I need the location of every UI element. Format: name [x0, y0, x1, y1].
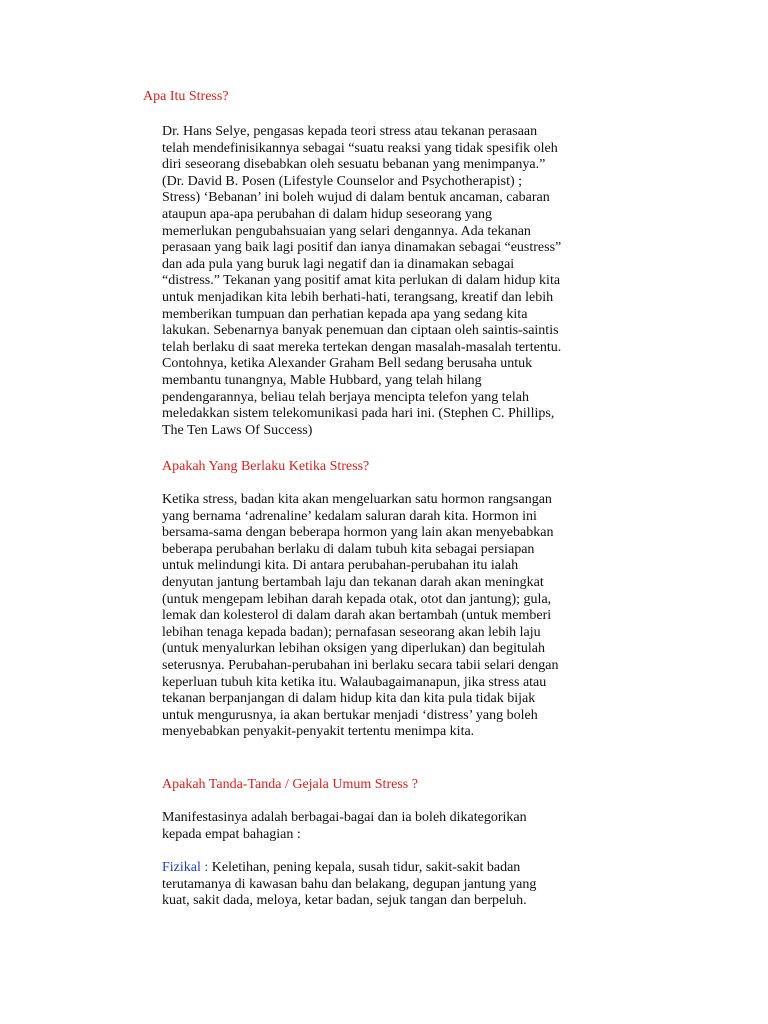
- paragraph-manifestation: [162, 810, 612, 843]
- text-line: pendengarannya, beliau telah berjaya mencipta telefon yang telah: [162, 389, 529, 405]
- text-line: Dr. Hans Selye, pengasas kepada teori stress atau tekanan perasaan: [162, 124, 538, 139]
- paragraph-fizikal: [162, 860, 612, 910]
- text-line: telah mendefinisikannya sebagai “suatu reaksi yang tidak spesifik oleh: [162, 140, 558, 156]
- text-line: Manifestasinya adalah berbagai-bagai dan ia boleh dikategorikan: [162, 810, 527, 825]
- text-line: (untuk mengepam lebihan darah kepada otak, otot dan jantung); gula,: [162, 591, 552, 607]
- text-line: membantu tunangnya, Mable Hubbard, yang telah hilang: [162, 372, 482, 388]
- text-line: (Dr. David B. Posen (Lifestyle Counselor and Psychotherapist) ;: [162, 173, 523, 189]
- text-line: untuk melindungi kita. Di antara perubahan-perubahan itu ialah: [162, 558, 519, 574]
- text-line: yang bernama ‘adrenaline’ kedalam saluran darah kita. Hormon ini: [162, 508, 537, 524]
- text-line: denyutan jantung bertambah laju dan tekanan darah akan meningkat: [162, 574, 544, 590]
- text-line: Ketika stress, badan kita akan mengeluarkan satu hormon rangsangan: [162, 492, 552, 507]
- fizikal-label: Fizikal :: [162, 860, 209, 875]
- text-line: menyebabkan penyakit-penyakit tertentu menimpa kita.: [162, 724, 475, 740]
- text-line: [162, 860, 612, 877]
- text-line: meledakkan sistem telekomunikasi pada hari ini. (Stephen C. Phillips,: [162, 406, 555, 422]
- text-line: memberikan tumpuan dan perhatian kepada apa yang sedang kita: [162, 306, 528, 322]
- text-line: lakukan. Sebenarnya banyak penemuan dan ciptaan oleh saintis-saintis: [162, 323, 559, 339]
- text-line: (untuk menyalurkan lebihan oksigen yang diperlukan) dan begitulah: [162, 641, 545, 657]
- text-line: kepada empat bahagian :: [162, 826, 301, 842]
- paragraph-definition: [162, 124, 612, 439]
- text-line: untuk menjadikan kita lebih berhati-hati, terangsang, kreatif dan lebih: [162, 289, 554, 305]
- text-line: memerlukan pengubahsuaian yang selari dengannya. Ada tekanan: [162, 223, 531, 239]
- text-line: bersama-sama dengan beberapa hormon yang lain akan menyebabkan: [162, 525, 554, 541]
- text-line: beberapa perubahan berlaku di dalam tubuh kita sebagai persiapan: [162, 541, 535, 557]
- text-line: perasaan yang baik lagi positif dan ianya dinamakan sebagai “eustress”: [162, 240, 562, 256]
- text-line: dan ada pula yang buruk lagi negatif dan ia dinamakan sebagai: [162, 256, 515, 272]
- text-line: tekanan berpanjangan di dalam hidup kita dan kita pula tidak bijak: [162, 691, 536, 707]
- paragraph-effects: [162, 492, 612, 741]
- fizikal-first-line: Keletihan, pening kepala, susah tidur, sakit-sakit badan: [208, 860, 521, 875]
- text-line: kuat, sakit dada, meloya, ketar badan, sejuk tangan dan berpeluh.: [162, 893, 527, 909]
- text-line: lemak dan kolesterol di dalam darah akan bertambah (untuk memberi: [162, 608, 552, 624]
- text-line: ataupun apa-apa perubahan di dalam hidup seseorang yang: [162, 206, 493, 222]
- text-line: The Ten Laws Of Success): [162, 422, 313, 438]
- heading-tanda-tanda: Apakah Tanda-Tanda / Gejala Umum Stress ?: [162, 777, 418, 792]
- text-line: diri seseorang disebabkan oleh sesuatu bebanan yang menimpanya.”: [162, 157, 546, 173]
- text-line: keperluan tubuh kita ketika itu. Walaubagaimanapun, jika stress atau: [162, 674, 547, 690]
- text-line: terutamanya di kawasan bahu dan belakang, degupan jantung yang: [162, 876, 537, 892]
- heading-apakah-yang-berlaku: Apakah Yang Berlaku Ketika Stress?: [162, 459, 370, 474]
- text-line: lebihan tenaga kepada badan); pernafasan seseorang akan lebih laju: [162, 624, 541, 640]
- text-line: Contohnya, ketika Alexander Graham Bell sedang berusaha untuk: [162, 356, 533, 372]
- text-line: “distress.” Tekanan yang positif amat kita perlukan di dalam hidup kita: [162, 273, 561, 289]
- text-line: Stress) ‘Bebanan’ ini boleh wujud di dalam bentuk ancaman, cabaran: [162, 190, 550, 206]
- heading-apa-itu-stress: Apa Itu Stress?: [143, 89, 229, 104]
- text-line: untuk mengurusnya, ia akan bertukar menjadi ‘distress’ yang boleh: [162, 707, 538, 723]
- text-line: seterusnya. Perubahan-perubahan ini berlaku secara tabii selari dengan: [162, 657, 559, 673]
- text-line: telah berlaku di saat mereka tertekan dengan masalah-masalah tertentu.: [162, 339, 562, 355]
